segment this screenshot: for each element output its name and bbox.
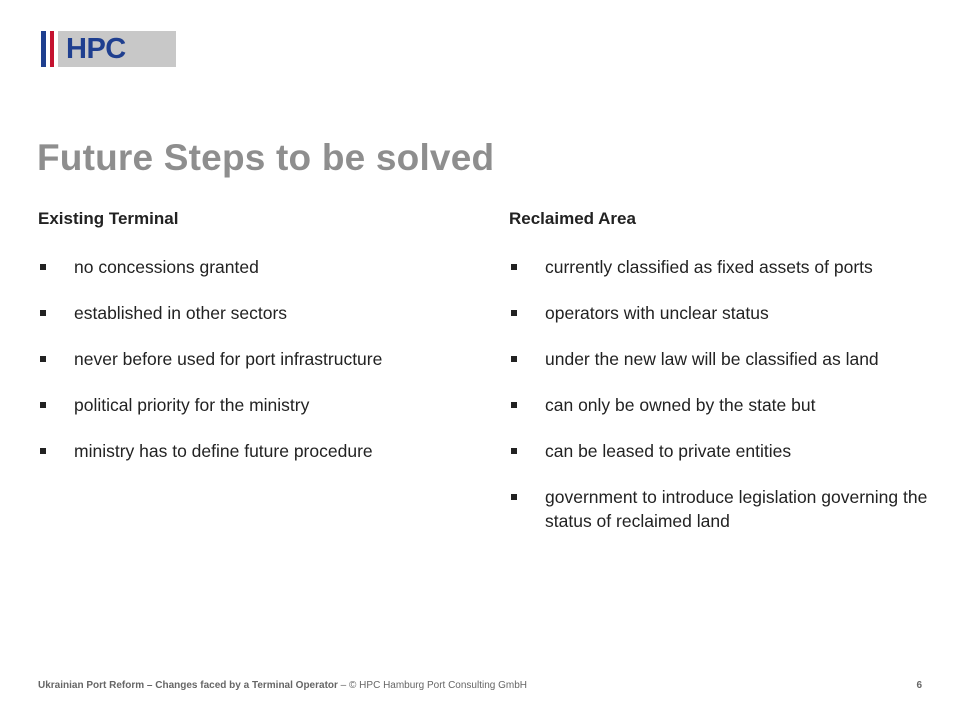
slide-footer xyxy=(38,679,922,693)
list-item-text: currently classified as fixed assets of ports xyxy=(545,257,873,277)
page-number: 6 xyxy=(916,680,922,691)
list-item xyxy=(509,255,929,279)
reclaimed-area-heading: Reclaimed Area xyxy=(509,209,636,228)
list-item xyxy=(38,301,478,325)
list-item-text: under the new law will be classified as land xyxy=(545,349,879,369)
bullet-square-icon xyxy=(511,264,517,270)
bullet-square-icon xyxy=(511,402,517,408)
list-item-text: established in other sectors xyxy=(74,303,288,323)
list-item xyxy=(38,439,478,463)
bullet-square-icon xyxy=(40,310,46,316)
list-item-text: never before used for port infrastructure xyxy=(74,349,383,369)
list-item xyxy=(38,255,478,279)
existing-terminal-heading: Existing Terminal xyxy=(38,209,179,228)
bullet-square-icon xyxy=(511,356,517,362)
list-item-text: no concessions granted xyxy=(74,257,259,277)
hpc-logo xyxy=(41,31,176,67)
reclaimed-area-column xyxy=(509,208,929,555)
logo-blue-stripe xyxy=(41,31,46,67)
bullet-square-icon xyxy=(511,310,517,316)
list-item xyxy=(38,347,478,371)
bullet-square-icon xyxy=(511,494,517,500)
footer-doc-title: Ukrainian Port Reform – Changes faced by a Terminal Operator xyxy=(38,680,338,691)
list-item-text: ministry has to define future procedure xyxy=(74,441,373,461)
bullet-square-icon xyxy=(40,402,46,408)
logo-red-stripe xyxy=(50,31,54,67)
list-item-text: operators with unclear status xyxy=(545,303,769,323)
slide-title: Future Steps to be solved xyxy=(37,137,495,178)
list-item xyxy=(509,301,929,325)
footer-copyright: – © HPC Hamburg Port Consulting GmbH xyxy=(337,680,528,691)
list-item-text: government to introduce legislation governing the status of reclaimed land xyxy=(545,487,928,531)
list-item xyxy=(38,393,478,417)
bullet-square-icon xyxy=(40,264,46,270)
bullet-square-icon xyxy=(40,356,46,362)
existing-terminal-column xyxy=(38,208,478,485)
bullet-square-icon xyxy=(511,448,517,454)
reclaimed-area-list xyxy=(509,255,929,533)
logo-text: HPC xyxy=(66,33,126,65)
list-item xyxy=(509,485,929,533)
list-item xyxy=(509,347,929,371)
list-item xyxy=(509,393,929,417)
existing-terminal-list xyxy=(38,255,478,463)
list-item xyxy=(509,439,929,463)
list-item-text: can be leased to private entities xyxy=(545,441,792,461)
list-item-text: can only be owned by the state but xyxy=(545,395,816,415)
list-item-text: political priority for the ministry xyxy=(74,395,310,415)
bullet-square-icon xyxy=(40,448,46,454)
